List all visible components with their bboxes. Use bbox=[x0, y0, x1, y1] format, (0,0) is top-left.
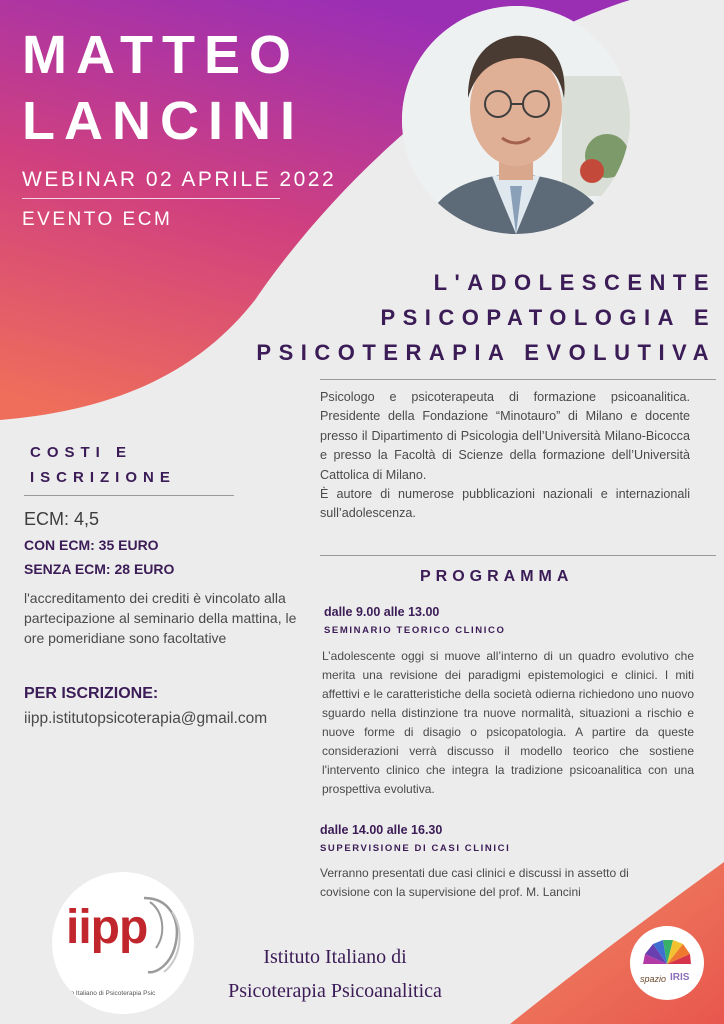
institute-name-line-1: Istituto Italiano di bbox=[263, 946, 407, 968]
costs-heading bbox=[30, 440, 176, 490]
credits-note: l'accreditamento dei crediti è vincolato alla partecipazione al seminario della mattina, le ore pomeridiane sono facoltative bbox=[24, 590, 297, 646]
session-1-title: SEMINARIO TEORICO CLINICO bbox=[324, 625, 506, 636]
price-with-ecm: CON ECM: 35 EURO bbox=[24, 537, 159, 553]
speaker-last-name: LANCINI bbox=[22, 91, 304, 151]
bio-divider bbox=[320, 555, 716, 556]
event-type: EVENTO ECM bbox=[22, 209, 173, 230]
institute-name-line-2: Psicoterapia Psicoanalitica bbox=[228, 980, 442, 1002]
spazio-iris-text-b: IRIS bbox=[670, 972, 690, 983]
registration-label: PER ISCRIZIONE: bbox=[24, 685, 159, 702]
speaker-portrait bbox=[402, 6, 630, 234]
ecm-credits: ECM: 4,5 bbox=[24, 509, 100, 529]
session-1-time: dalle 9.00 alle 13.00 bbox=[324, 605, 440, 619]
program-heading: PROGRAMMA bbox=[420, 568, 574, 585]
session-2-time: dalle 14.00 alle 16.30 bbox=[320, 823, 443, 837]
registration-email[interactable]: iipp.istitutopsicoterapia@gmail.com bbox=[24, 710, 268, 727]
iipp-logo-text: iipp bbox=[66, 901, 148, 954]
header-divider bbox=[22, 198, 280, 199]
title-line-2: PSICOPATOLOGIA E bbox=[380, 305, 716, 330]
speaker-first-name: MATTEO bbox=[22, 25, 300, 85]
price-without-ecm: SENZA ECM: 28 EURO bbox=[24, 561, 175, 577]
bio-paragraph-2: È autore di numerose pubblicazioni nazionali e internazionali sull’adolescenza. bbox=[320, 487, 690, 521]
spazio-iris-text-a: spazio bbox=[640, 974, 667, 984]
speaker-name bbox=[22, 22, 304, 154]
speaker-bio bbox=[320, 388, 690, 524]
session-2-title: SUPERVISIONE DI CASI CLINICI bbox=[320, 843, 511, 854]
title-line-1: L'ADOLESCENTE bbox=[433, 270, 716, 295]
session-2-description: Verranno presentati due casi clinici e discussi in assetto di covisione con la supervisione del prof. M. Lancini bbox=[320, 866, 629, 899]
costs-divider bbox=[24, 495, 234, 496]
title-line-3: PSICOTERAPIA EVOLUTIVA bbox=[256, 340, 716, 365]
spazio-iris-logo bbox=[630, 926, 704, 1000]
session-1-description: L’adolescente oggi si muove all’interno di un quadro evolutivo che merita una revisione dei paradigmi epistemologici e clinici. I miti affettivi e le caratteristiche della società odierna richiedono uno nuovo sguardo nella distinzione tra nuove normalità, situazioni a rischio e nuove forme di disagio o psicopatologia. A partire da queste considerazioni verrà discusso il modello teorico che sostiene l'intervento clinico che integra la tradizione psicoanalitica con una prospettiva evolutiva. bbox=[322, 649, 694, 796]
costs-heading-line-2: ISCRIZIONE bbox=[30, 469, 176, 486]
bio-paragraph-1: Psicologo e psicoterapeuta di formazione psicoanalitica. Presidente della Fondazione “Minotauro” di Milano e docente presso il Dipartimento di Psicologia dell’Università Milano-Bicocca e presso la Facoltà di Scienze della formazione dell’Università Cattolica di Milano. bbox=[320, 390, 690, 482]
iipp-logo bbox=[52, 872, 194, 1014]
costs-heading-line-1: COSTI E bbox=[30, 444, 133, 461]
webinar-date: WEBINAR 02 APRILE 2022 bbox=[22, 168, 337, 191]
title-divider bbox=[320, 379, 716, 380]
iipp-logo-caption: tituto Italiano di Psicoterapia Psic bbox=[60, 990, 156, 997]
